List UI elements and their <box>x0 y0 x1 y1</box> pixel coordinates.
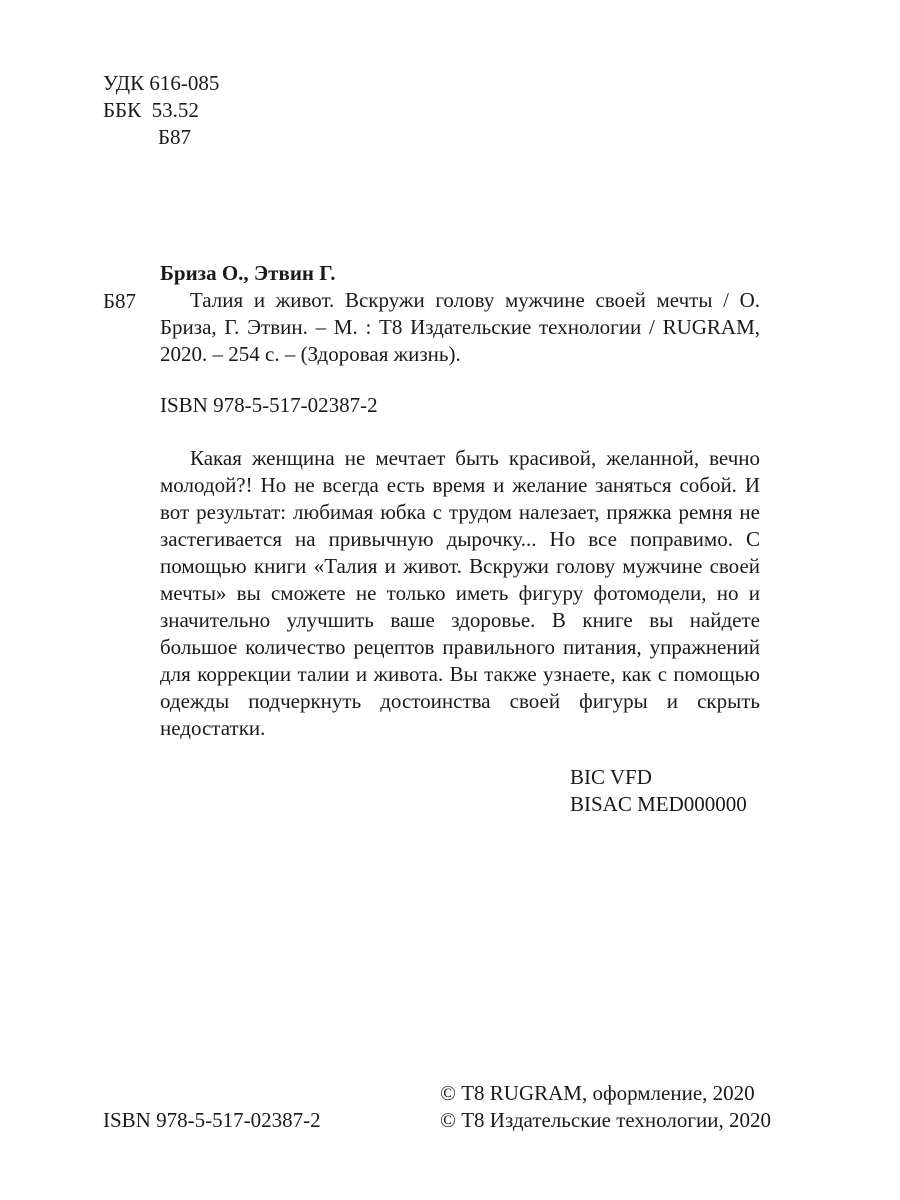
citation-mark: Б87 <box>103 289 137 313</box>
copyright-line-2: © Т8 Издательские технологии, 2020 <box>440 1108 771 1132</box>
classification-block <box>103 70 219 151</box>
copyright-line-1: © Т8 RUGRAM, оформление, 2020 <box>440 1081 755 1105</box>
bbk-code: ББК 53.52 <box>103 98 199 122</box>
annotation: Какая женщина не мечтает быть красивой, желанной, вечно молодой?! Но не всегда есть время и желание заняться собой. И вот результат: любимая юбка с трудом налезает, пряжка ремня не застегивается на привычную дырочку... Но все поправимо. С помощью книги «Талия и живот. Вскружи голову мужчине своей мечты» вы сможете не только иметь фигуру фотомодели, но и значительно улучшить ваше здоровье. В книге вы найдете большое количество рецептов правильного питания, упражнений для коррекции талии и живота. Вы также узнаете, как с помощью одежды подчеркнуть достоинства своей фигуры и скрыть недостатки. <box>160 446 760 740</box>
citation-author: Бриза О., Этвин Г. <box>160 261 336 285</box>
isbn-main: ISBN 978-5-517-02387-2 <box>160 393 378 417</box>
isbn-footer: ISBN 978-5-517-02387-2 <box>103 1108 321 1132</box>
bibliographic-citation <box>160 260 760 368</box>
citation-description: Талия и живот. Вскружи голову мужчине своей мечты / О. Бриза, Г. Этвин. – М. : Т8 Издательские технологии / RUGRAM, 2020. – 254 с. – (Здоровая жизнь). <box>160 288 760 366</box>
bisac-code: BISAC MED000000 <box>570 792 747 816</box>
subject-codes <box>570 764 747 818</box>
copyright-block <box>440 1080 771 1134</box>
author-mark: Б87 <box>158 125 192 149</box>
bic-code: BIC VFD <box>570 765 652 789</box>
udk-code: УДК 616-085 <box>103 71 220 95</box>
